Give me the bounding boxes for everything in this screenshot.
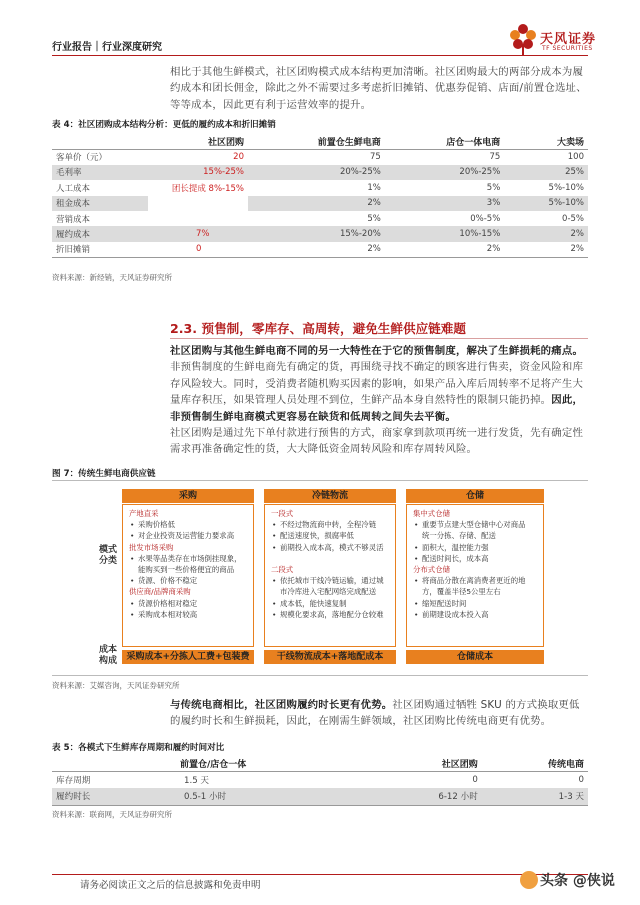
list-item: 产地直采: [129, 509, 159, 518]
table-header-cell: 店仓一体电商: [385, 134, 504, 149]
table4-source: 资料来源：新经销，天风证券研究所: [52, 273, 172, 282]
table-cell: 20%-25%: [385, 165, 504, 180]
bold-lead: 与传统电商相比，社区团购履约时长更有优势。: [170, 699, 393, 711]
column-box-procurement: [122, 504, 254, 647]
table-cell: 25%: [504, 165, 588, 180]
fulfillment-paragraph: [170, 697, 588, 730]
table-cell: 0.5-1 小时: [180, 788, 356, 805]
list-item: • 面积大，温控能力强: [413, 542, 537, 553]
list-item: • 水果等品类存在市场倒挂现象，: [129, 553, 247, 564]
table-row: [52, 771, 588, 788]
table-cell: 20: [233, 152, 244, 163]
column-box-coldchain: [264, 504, 396, 647]
table-cell: 6-12 小时: [356, 788, 482, 805]
table-cell: 0: [578, 774, 584, 785]
list-item: 统一分拣、存储、配送: [422, 531, 496, 541]
table-cell: 0: [472, 774, 478, 785]
table-cell: 0%-5%: [470, 213, 501, 224]
logo-name: 天风证券: [540, 32, 597, 47]
table-cell: 2%: [504, 226, 588, 241]
row-label: 毛利率: [52, 165, 148, 180]
row-label: 库存周期: [56, 775, 91, 786]
table-cell: 1.5 天: [184, 775, 209, 786]
table-header-cell: 前置仓生鲜电商: [248, 134, 385, 149]
table-cell: 5%: [486, 182, 501, 193]
row-label-mode: 模式 分类: [98, 545, 117, 566]
row-label: 人工成本: [56, 183, 91, 194]
table-cell: 10%-15%: [385, 226, 504, 241]
prepay-paragraph: 社区团购是通过先下单付款进行预售的方式，商家拿到款项再统一进行发货，先有确定性需求再准备确定性的货，大大降低资金周转风险和库存周转风险。: [170, 427, 584, 456]
table5-source: 资料来源：联商网，天风证券研究所: [52, 810, 172, 819]
table-cell: 2%: [248, 242, 385, 257]
list-item: 方，覆盖半径5公里左右: [422, 587, 501, 597]
table-row: [52, 149, 588, 164]
table-header-cell: 大卖场: [504, 134, 588, 149]
table-header-cell: [52, 756, 180, 771]
list-item: • 重要节点建大型仓储中心对商品: [413, 519, 537, 530]
table-cell: 20%-25%: [248, 165, 385, 180]
table-cell: 3%: [385, 196, 504, 211]
logo-subtitle: TF SECURITIES: [542, 45, 593, 52]
flower-logo-icon: [508, 22, 538, 56]
intro-paragraph: 相比于其他生鲜模式，社区团购模式成本结构更加清晰。社区团购最大的两部分成本为履约成本和团长佣金，除此之外不需要过多考虑折旧摊销、优惠券促销、店面/前置仓选址、等等成本，因此更有利于运营效率的提升。: [170, 66, 587, 111]
table-cell: 0: [148, 242, 248, 257]
watermark-text: 头条 @侠说: [540, 873, 615, 889]
column-box-warehouse: [406, 504, 544, 647]
list-item: • 成本低，能快速复制: [271, 598, 389, 609]
list-item: • 缩短配送时间: [413, 598, 537, 609]
brand-logo: [508, 22, 608, 58]
section-title: 2.3. 预售制，零库存、高周转，避免生鲜供应链难题: [170, 321, 466, 336]
footer-divider: [52, 874, 588, 875]
cost-structure-table: [52, 134, 588, 258]
body-text: 社区团购通过牺牲 SKU 的方式换取更低的履约时长和生鲜损耗，因此，在刚需生鲜领域，社区团购比传统电商更有优势。: [170, 699, 580, 728]
list-item: 一段式: [271, 509, 294, 518]
row-label: 履约时长: [52, 788, 180, 805]
column-head-warehouse: 仓储: [406, 489, 544, 503]
table-row: [52, 165, 588, 180]
table-cell: [148, 211, 248, 226]
section-divider: [170, 338, 588, 339]
list-item: • 不经过物流商中转，全程冷链: [271, 519, 389, 530]
table-row: [52, 180, 588, 195]
table-row: [52, 196, 588, 211]
watermark-icon: [520, 871, 538, 889]
list-item: • 规模化要求高，落地配分仓较难: [271, 609, 389, 620]
table-cell: 5%-10%: [504, 196, 588, 211]
list-item: 供应商/品牌商采购: [129, 587, 191, 597]
bold-conclusion: 因此，非预售制生鲜电商模式更容易在缺货和低周转之间失去平衡。: [170, 394, 584, 423]
figure7-title: 图 7：传统生鲜电商供应链: [52, 469, 156, 479]
table-header-cell: 社区团购: [356, 756, 482, 771]
list-item: • 采购价格低: [129, 519, 247, 530]
table-row: [52, 242, 588, 257]
column-foot-warehouse: 仓储成本: [406, 650, 544, 664]
table-cell: [148, 196, 248, 211]
row-label: 履约成本: [52, 226, 148, 241]
table-cell: 75: [489, 152, 501, 163]
table-header-cell: 传统电商: [482, 756, 588, 771]
table-cell: 团长提成 8%-15%: [171, 183, 244, 194]
column-foot-procurement: 采购成本+分拣人工费+包装费: [122, 650, 254, 664]
row-label: 租金成本: [52, 196, 148, 211]
list-item: • 采购成本相对较高: [129, 609, 247, 620]
table-cell: 2%: [385, 242, 504, 257]
list-item: 市冷库进入宅配网络完成配送: [280, 587, 377, 597]
table-cell: 2%: [248, 196, 385, 211]
spacer: [271, 553, 389, 564]
list-item: • 配送时间长，成本高: [413, 553, 537, 564]
table-cell: 100: [567, 152, 584, 163]
list-item: 二段式: [271, 565, 294, 574]
table-cell: 1%: [367, 182, 381, 193]
row-label: 折旧摊销: [52, 242, 148, 257]
list-item: 分布式仓储: [413, 565, 450, 575]
table-row: [52, 211, 588, 226]
row-label: 营销成本: [56, 214, 91, 225]
list-item: 集中式仓储: [413, 509, 450, 518]
table-cell: 0-5%: [562, 213, 584, 224]
list-item: 能购买到一些价格便宜的商品: [138, 565, 235, 575]
table5-title: 表 5：各模式下生鲜库存周期和履约时间对比: [52, 743, 225, 753]
table-cell: 75: [369, 152, 381, 163]
bold-lead: 社区团购与其他生鲜电商不同的另一大特性在于它的预售制度，解决了生鲜损耗的痛点。: [170, 345, 584, 357]
table-header-cell: 前置仓/店仓一体: [180, 756, 356, 771]
table-row: [52, 226, 588, 241]
table-cell: 5%: [367, 213, 381, 224]
list-item: • 货源、价格不稳定: [129, 575, 247, 586]
list-item: • 配送速度快，损腐率低: [271, 530, 389, 541]
column-foot-coldchain: 干线物流成本+落地配成本: [264, 650, 396, 664]
list-item: • 前期建设成本投入高: [413, 609, 537, 620]
table-cell: 1-3 天: [482, 788, 588, 805]
footer-disclaimer: 请务必阅读正文之后的信息披露和免责申明: [80, 880, 261, 891]
report-header: 行业报告｜行业深度研究: [52, 42, 162, 53]
body-text: 非预售制度的生鲜电商先有确定的货，再围绕寻找不确定的顾客进行售卖，资金风险和库存风险较大。同时，受消费者随机购买因素的影响，如果产品入库后周转率不足将产生大量库存积压，如果管理人员处理不到位，生鲜产品本身自然特性的限制只能扔掉。: [170, 361, 584, 407]
row-label-cost: 成本 构成: [98, 645, 117, 666]
table-header-row: [52, 134, 588, 149]
table-cell: 7%: [148, 226, 248, 241]
table-header-row: [52, 756, 588, 771]
list-item: • 前期投入成本高，模式不够灵活: [271, 542, 389, 553]
table-cell: 15%-20%: [248, 226, 385, 241]
presale-paragraph: [170, 343, 588, 425]
row-label: 客单价（元）: [56, 153, 108, 164]
list-item: • 对企业投资及运营能力要求高: [129, 530, 247, 541]
table4-title: 表 4：社区团购成本结构分析：更低的履约成本和折旧摊销: [52, 120, 276, 130]
table-header-cell: [52, 134, 148, 149]
list-item: • 将商品分散在离消费者更近的地: [413, 575, 537, 586]
list-item: 批发市场采购: [129, 542, 174, 552]
table-cell: 15%-25%: [148, 165, 248, 180]
table-cell: 5%-10%: [548, 182, 584, 193]
table-cell: 2%: [504, 242, 588, 257]
list-item: • 货源价格相对稳定: [129, 598, 247, 609]
column-head-procurement: 采购: [122, 489, 254, 503]
column-head-coldchain: 冷链物流: [264, 489, 396, 503]
figure7-source: 资料来源：艾媒咨询，天风证券研究所: [52, 681, 180, 690]
table-row: [52, 788, 588, 805]
fulfillment-comparison-table: [52, 756, 588, 806]
table-header-cell: 社区团购: [148, 134, 248, 149]
list-item: • 依托城市干线冷链运输，通过城: [271, 575, 389, 586]
